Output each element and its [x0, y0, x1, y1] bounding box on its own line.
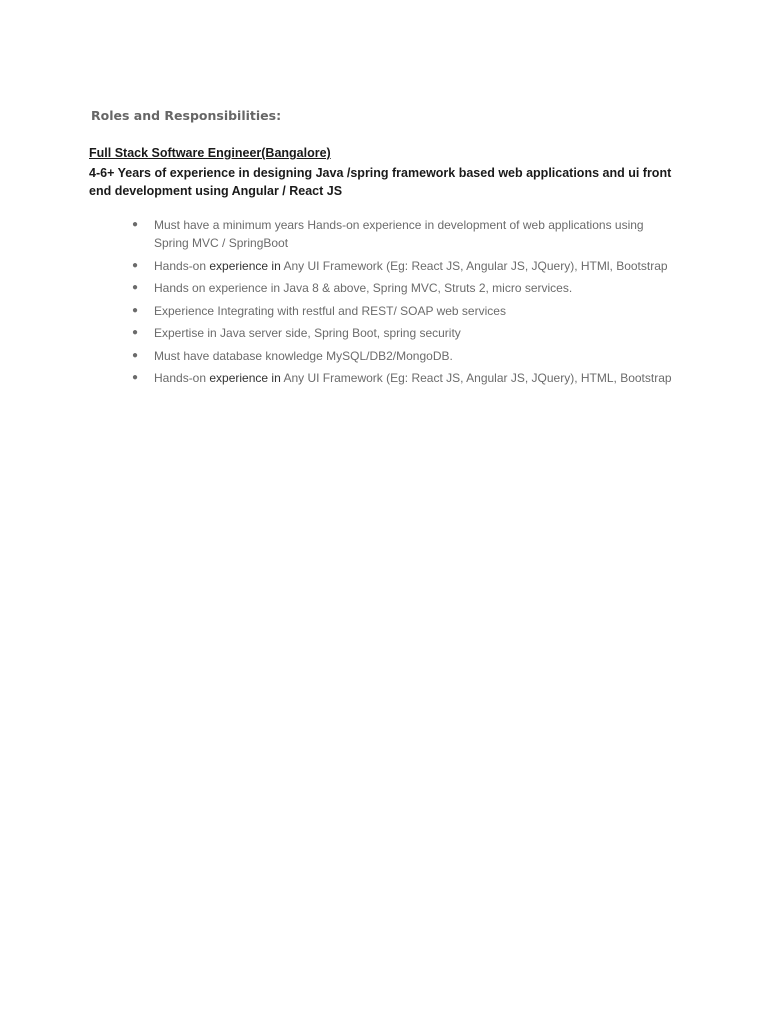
bullet-icon: ● — [132, 372, 139, 383]
section-heading: Roles and Responsibilities: — [91, 108, 282, 123]
list-item — [131, 369, 681, 387]
list-item-text-post: Any UI Framework (Eg: React JS, Angular JS, JQuery), HTMl, Bootstrap — [280, 258, 668, 273]
bullet-icon: ● — [132, 304, 139, 316]
list-item-text-post: Any UI Framework (Eg: React JS, Angular JS, JQuery), HTML, Bootstrap — [280, 371, 672, 385]
list-item — [131, 279, 681, 297]
list-item — [131, 324, 681, 342]
list-item-text-pre: Hands-on — [154, 258, 210, 273]
list-item — [131, 302, 681, 320]
list-item-text: Expertise in Java server side, Spring Boot, spring security — [154, 326, 461, 340]
list-item — [131, 257, 681, 275]
list-item-text: Must have database knowledge MySQL/DB2/MongoDB. — [154, 348, 453, 363]
job-title: Full Stack Software Engineer(Bangalore) — [89, 146, 331, 160]
bullet-icon: ● — [132, 259, 139, 271]
list-item-text: Must have a minimum years Hands-on experience in development of web applications using Spring MVC / SpringBoot — [154, 218, 644, 250]
list-item — [131, 347, 681, 365]
list-item-text-emphasis: experience in — [209, 258, 281, 273]
list-item-text: Experience Integrating with restful and REST/ SOAP web services — [154, 303, 506, 318]
list-item-text-emphasis: experience in — [209, 371, 281, 385]
bullet-icon: ● — [132, 282, 139, 293]
list-item-text: Hands on experience in Java 8 & above, Spring MVC, Struts 2, micro services. — [154, 281, 573, 295]
bullet-icon: ● — [132, 349, 139, 361]
bullet-icon: ● — [132, 219, 139, 230]
list-item-text-pre: Hands-on — [154, 371, 210, 385]
list-item — [131, 216, 681, 252]
job-summary: 4-6+ Years of experience in designing Java /spring framework based web applications and ui front end development using Angular / React JS — [89, 166, 672, 198]
responsibilities-list — [131, 216, 681, 392]
bullet-icon: ● — [132, 327, 139, 338]
